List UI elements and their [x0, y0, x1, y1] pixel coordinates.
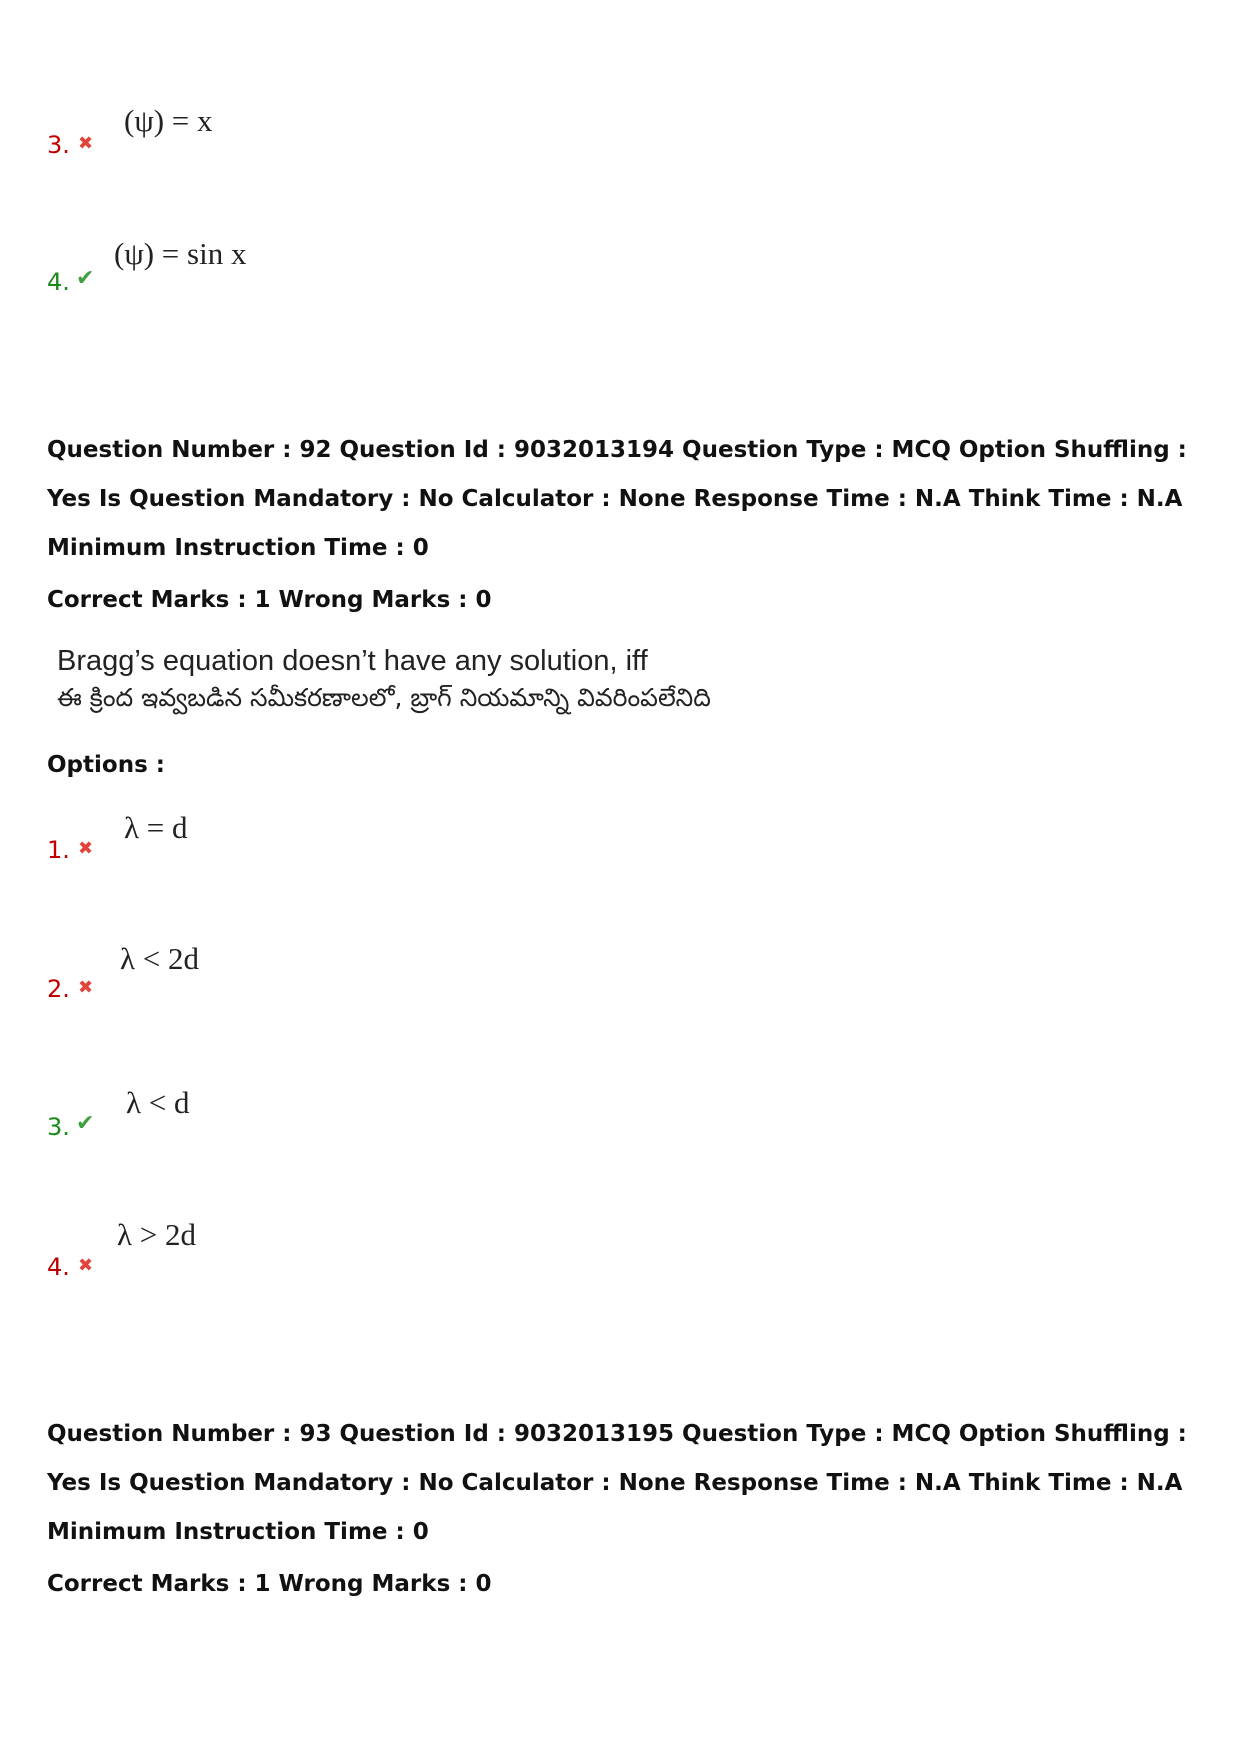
option-formula: λ > 2d [117, 1217, 197, 1252]
question-header: Question Number : 93 Question Id : 9032013195 Question Type : MCQ Option Shuffling : Yes Is Question Mandatory : No Calculator : None Response Time : N.A Think Time : N.A Minimum Instruction Time : 0 [47, 1421, 1187, 1545]
option-number: 1. [47, 836, 70, 864]
option-number: 3. [47, 1113, 70, 1141]
check-icon: ✔ [76, 1111, 95, 1136]
check-icon: ✔ [76, 266, 95, 291]
question-text-english: Bragg’s equation doesn’t have any solution, iff [57, 645, 648, 677]
option-formula: (ψ) = sin x [114, 236, 247, 271]
option-number: 4. [47, 268, 70, 296]
cross-icon: ✖ [78, 838, 94, 859]
options-label: Options : [47, 752, 165, 778]
cross-icon: ✖ [78, 133, 94, 154]
cross-icon: ✖ [78, 1255, 94, 1276]
option-number: 3. [47, 131, 70, 159]
cross-icon: ✖ [78, 977, 94, 998]
option-formula: λ < d [126, 1085, 190, 1120]
option-formula: (ψ) = x [124, 103, 213, 138]
question-marks: Correct Marks : 1 Wrong Marks : 0 [47, 587, 492, 613]
question-marks: Correct Marks : 1 Wrong Marks : 0 [47, 1571, 492, 1597]
question-text-telugu: ఈ క్రింద ఇవ్వబడిన సమీకరణాలలో, బ్రాగ్ నియమాన్ని వివరింపలేనిది [57, 683, 711, 712]
question-header: Question Number : 92 Question Id : 9032013194 Question Type : MCQ Option Shuffling : Yes Is Question Mandatory : No Calculator : None Response Time : N.A Think Time : N.A Minimum Instruction Time : 0 [47, 437, 1187, 561]
option-number: 4. [47, 1253, 70, 1281]
option-number: 2. [47, 975, 70, 1003]
option-formula: λ < 2d [120, 941, 200, 976]
option-formula: λ = d [124, 810, 188, 845]
